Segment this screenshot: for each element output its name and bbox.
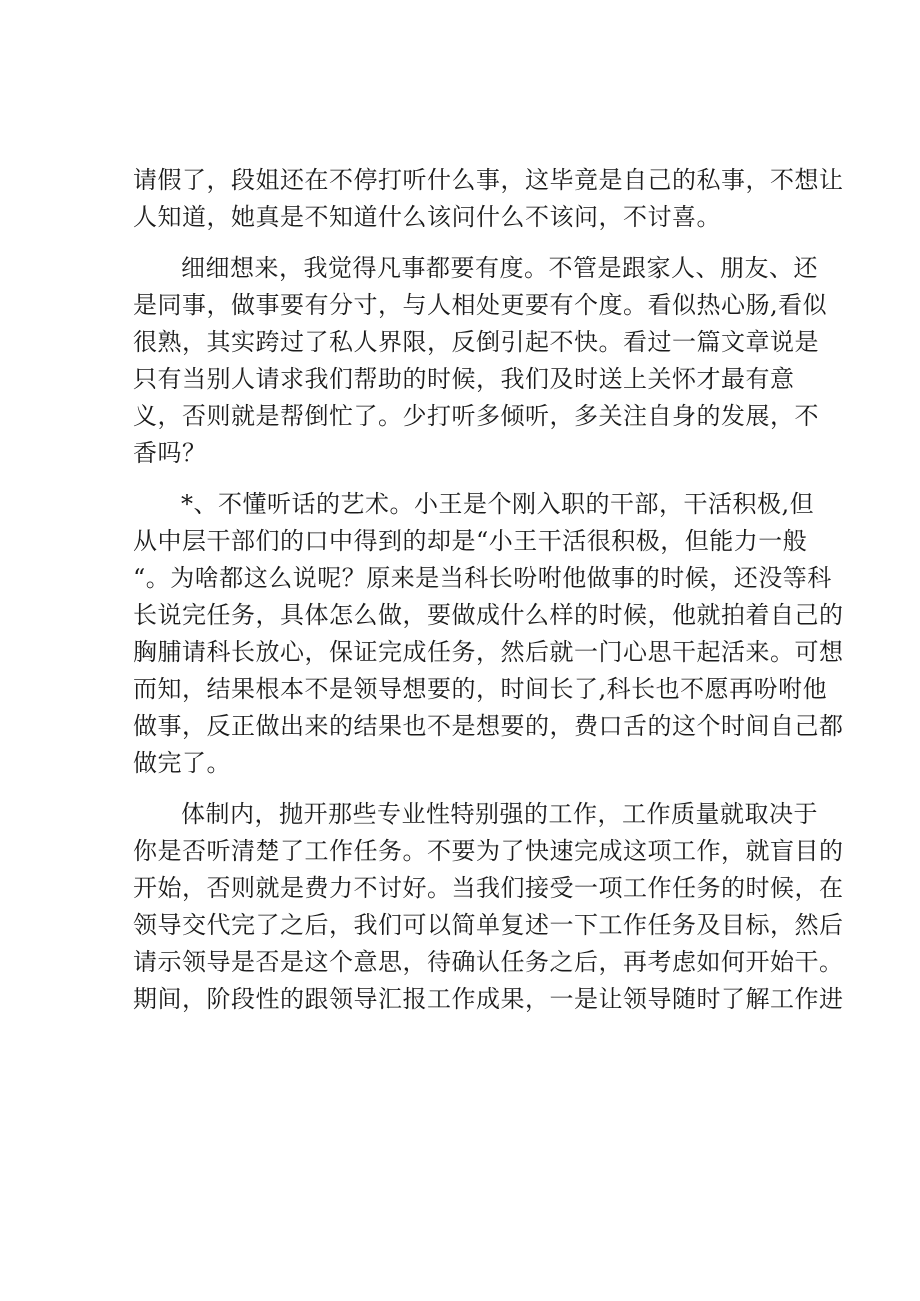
text-line: 只有当别人请求我们帮助的时候，我们及时送上关怀才最有意 — [133, 365, 795, 393]
paragraph-1 — [133, 162, 844, 236]
text-line: 请示领导是否是这个意思，待确认任务之后，再考虑如何开始干。 — [133, 948, 844, 976]
text-line: 很熟，其实跨过了私人界限，反倒引起不快。看过一篇文章说是 — [133, 328, 819, 356]
document-body — [133, 162, 844, 1018]
text-line: 人知道，她真是不知道什么该问什么不该问，不讨喜。 — [133, 203, 721, 231]
text-line: 做完了。 — [133, 749, 231, 777]
text-line: *、不懂听话的艺术。小王是个刚入职的干部，干活积极,但 — [181, 490, 815, 518]
text-line: 请假了，段姐还在不停打听什么事，这毕竟是自己的私事，不想让 — [133, 166, 844, 194]
text-line: 胸脯请科长放心，保证完成任务，然后就一门心思干起活来。可想 — [133, 638, 844, 666]
paragraph-2 — [133, 250, 828, 472]
text-line: 开始，否则就是费力不讨好。当我们接受一项工作任务的时候，在 — [133, 874, 844, 902]
paragraph-4 — [133, 796, 844, 1018]
text-line: 从中层干部们的口中得到的却是“小王干活很积极，但能力一般 — [133, 527, 808, 555]
text-line: 领导交代完了之后，我们可以简单复述一下工作任务及目标，然后 — [133, 911, 844, 939]
text-line: 做事，反正做出来的结果也不是想要的，费口舌的这个时间自己都 — [133, 712, 844, 740]
text-line: 义，否则就是帮倒忙了。少打听多倾听，多关注自身的发展，不 — [133, 402, 819, 430]
text-line: 体制内，抛开那些专业性特别强的工作，工作质量就取决于 — [181, 800, 818, 828]
text-line: 而知，结果根本不是领导想要的，时间长了,科长也不愿再吩咐他 — [133, 675, 828, 703]
text-line: 期间，阶段性的跟领导汇报工作成果，一是让领导随时了解工作进 — [133, 985, 844, 1013]
text-line: 细细想来，我觉得凡事都要有度。不管是跟家人、朋友、还 — [181, 254, 818, 282]
text-line: 长说完任务，具体怎么做，要做成什么样的时候，他就拍着自己的 — [133, 601, 844, 629]
text-line: 你是否听清楚了工作任务。不要为了快速完成这项工作，就盲目的 — [133, 837, 844, 865]
paragraph-3 — [133, 486, 844, 782]
text-line: “。为啥都这么说呢？原来是当科长吩咐他做事的时候，还没等科 — [133, 564, 832, 592]
text-line: 是同事，做事要有分寸，与人相处更要有个度。看似热心肠,看似 — [133, 291, 828, 319]
text-line: 香吗？ — [133, 439, 207, 467]
